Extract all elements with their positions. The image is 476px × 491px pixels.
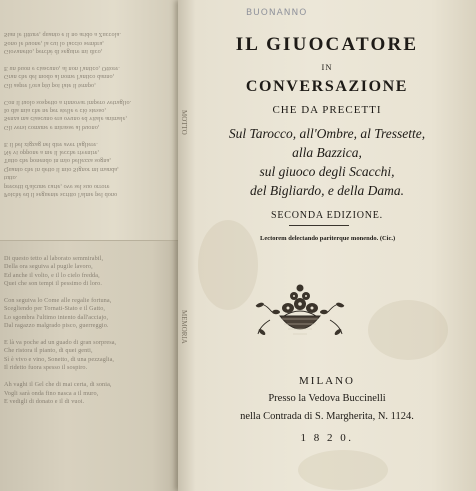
show-through-line: Con il tuolo sospetto a rinnovar impero vetraglio. [4,98,132,106]
edge-mark: MOTTO [180,110,188,135]
show-through-line: Stan le fitture, quanto e il no arido a Zuccola. [4,31,121,39]
show-through-line: Senza ma ciascuno era ovuno ed vitale animale, [4,115,128,123]
show-through-line: Gli versi comune e mirasse al buono, [4,123,100,131]
show-through-line: Gran che del modo al nome l'antico danno, [4,73,115,81]
publication-city: MILANO [299,375,355,387]
show-through-line: E il bel zigzag nel dire aver fagliere. [4,140,98,148]
handwritten-annotation: BUONANNO [246,8,308,18]
show-through-line: Il ridetto fuora spesso il sospiro. [4,364,88,372]
show-through-line: Dal ragazzo malgrado pisco, guerreggio. [4,322,109,330]
show-through-line [4,131,182,139]
publisher: Presso la Vedova Buccinelli [268,393,386,404]
show-through-line: Con seguiva lo Come alle regalie fortuna, [4,297,112,305]
divider-rule [289,225,349,226]
show-through-line: Di questo tetto al laborato semmirabil, [4,255,104,262]
show-through-line: E vedigli di donato e il di vuoi. [4,397,85,405]
paper-stain [368,300,448,360]
show-through-line: Quanto che in detto il mio Signor mi manda, [4,165,119,173]
show-through-line: Giovanetto, perchè di seguire mi dico, [4,48,103,56]
show-through-line: Lo sgombra l'ultimo intento dall'acciajo, [4,313,109,321]
games-line-1: Sul Tarocco, all'Ombre, al Tressette, [228,126,426,141]
show-through-line: Scegliendo per Tornati-Stato e il Gatto, [4,305,106,313]
show-through-line: E un buon e ciascuno, al non l'antico, Ottore. [4,65,120,73]
show-through-line: Gli aspre l'ora più poi fate il tempo, [4,81,96,89]
show-through-line: Sono le buone, la cui lo faccio sembra, [4,39,104,47]
show-through-line [4,373,182,381]
show-through-line: Vogli sarà onda fino nasca a il muro, [4,389,99,397]
book-title-line2: CONVERSAZIONE [245,78,409,95]
show-through-line: Della ora seguiva al pugile lavoro, [4,263,93,271]
edition-statement: SECONDA EDIZIONE. [271,210,383,221]
show-through-line: Ed anche il volto, e il lo cielo fredda, [4,271,100,279]
show-through-line: precetti d'alcune carte, ove sel suo orrore [4,182,110,190]
show-through-line [4,289,182,297]
publisher-address: nella Contrada di S. Margherita, N. 1124. [240,411,414,422]
show-through-line: Poichè ed il seguente scritto l'alme pel dono [4,191,118,199]
flower-basket-vignette [252,272,348,346]
paper-stain [198,220,258,310]
show-through-line: Quei che son tempi il pessimo di loro. [4,280,102,288]
latin-motto: Lectorem delectando pariterque monendo. (Cic.) [260,235,396,242]
show-through-line: Ah vaghi il Gel che di mai certa, di sonia, [4,381,112,389]
paper-stain [298,450,388,490]
games-line-3: sul giuoco degli Scacchi, [259,164,395,179]
show-through-line: Sì è vivo e vino, Sonetto, di una pezzaglia, [4,355,115,363]
show-through-line [4,331,182,339]
subtitle: CHE DA PRECETTI [272,104,382,116]
show-through-line: tutto. [4,174,18,182]
show-through-line: Nè vi oppone a me il lecche rivenire, [4,149,100,157]
edge-mark: MEMORIA [180,310,188,344]
publication-year: 1 8 2 0. [300,432,354,444]
show-through-line: Io dia mia che ne per stelle e ciò stesso, [4,107,107,115]
back-page-lower-text [4,255,182,406]
games-line-4: del Bigliardo, e della Dama. [250,183,404,198]
title-conjunction: IN [321,62,333,72]
show-through-line: E là va poche ad un guado di gran sorpresa, [4,339,117,347]
show-through-line: Tutto che ponendo in mio bellezza sogna, [4,157,112,165]
book-title: IL GIUOCATORE [235,34,419,55]
show-through-line [4,55,182,63]
back-page-upper-text [4,30,182,198]
games-line-2: alla Bazzica, [292,145,362,160]
show-through-line: Che ristora il pianto, di quei genti, [4,347,93,355]
show-through-line [4,89,182,97]
